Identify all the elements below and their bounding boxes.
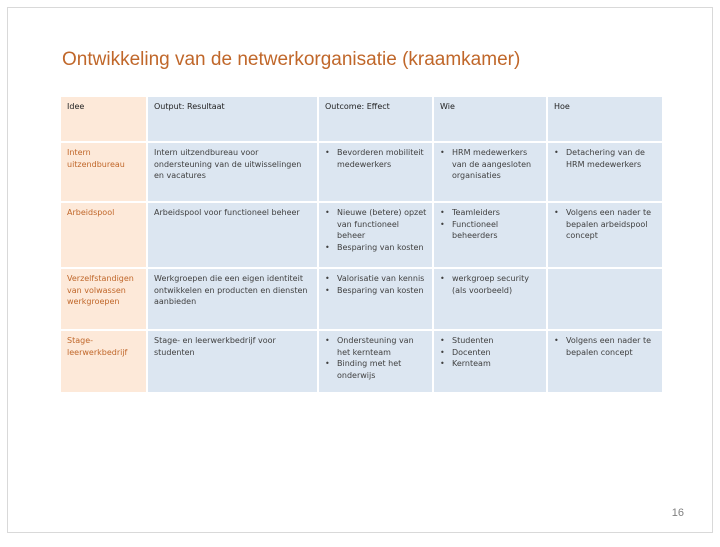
cell-wie xyxy=(433,268,547,330)
cell-outcome xyxy=(318,330,433,393)
cell-hoe xyxy=(547,330,662,393)
cell-wie xyxy=(433,330,547,393)
cell-output: Arbeidspool voor functioneel beheer xyxy=(147,202,318,268)
list-item: • Studenten xyxy=(440,335,542,347)
list-item: • Binding met het onderwijs xyxy=(325,358,428,381)
list-item: • Valorisatie van kennis xyxy=(325,273,428,285)
cell-outcome xyxy=(318,142,433,202)
cell-output: Stage- en leerwerkbedrijf voor studenten xyxy=(147,330,318,393)
list-item: • Teamleiders xyxy=(440,207,542,219)
table-row xyxy=(61,268,662,330)
header-idee: Idee xyxy=(61,97,147,142)
header-output: Output: Resultaat xyxy=(147,97,318,142)
cell-outcome xyxy=(318,202,433,268)
slide-title: Ontwikkeling van de netwerkorganisatie (kraamkamer) xyxy=(62,49,521,70)
cell-wie xyxy=(433,202,547,268)
table-row xyxy=(61,330,662,393)
list-item: • Besparing van kosten xyxy=(325,242,428,254)
cell-output: Werkgroepen die een eigen identiteit ontwikkelen en producten en diensten aanbieden xyxy=(147,268,318,330)
table-header-row xyxy=(61,97,662,142)
cell-output: Intern uitzendbureau voor ondersteuning van de uitwisselingen en vacatures xyxy=(147,142,318,202)
list-item: • Functioneel beheerders xyxy=(440,219,542,242)
cell-wie xyxy=(433,142,547,202)
list-item: • Docenten xyxy=(440,347,542,359)
cell-idee: Stage- leerwerkbedrijf xyxy=(61,330,147,393)
header-outcome: Outcome: Effect xyxy=(318,97,433,142)
list-item: • Detachering van de HRM medewerkers xyxy=(554,147,658,170)
list-item: • HRM medewerkers van de aangesloten organisaties xyxy=(440,147,542,182)
slide xyxy=(7,7,713,533)
table-row xyxy=(61,142,662,202)
list-item: • Bevorderen mobiliteit medewerkers xyxy=(325,147,428,170)
header-wie: Wie xyxy=(433,97,547,142)
list-item: • Volgens een nader te bepalen arbeidspool concept xyxy=(554,207,658,242)
list-item: • Ondersteuning van het kernteam xyxy=(325,335,428,358)
cell-idee: Arbeidspool xyxy=(61,202,147,268)
cell-idee: Verzelfstandigen van volwassen werkgroepen xyxy=(61,268,147,330)
page-number: 16 xyxy=(671,507,684,519)
cell-idee: Intern uitzendbureau xyxy=(61,142,147,202)
cell-hoe xyxy=(547,142,662,202)
list-item: • Besparing van kosten xyxy=(325,285,428,297)
header-hoe: Hoe xyxy=(547,97,662,142)
list-item: • Nieuwe (betere) opzet van functioneel beheer xyxy=(325,207,428,242)
cell-hoe xyxy=(547,202,662,268)
list-item: • Volgens een nader te bepalen concept xyxy=(554,335,658,358)
idea-table xyxy=(61,97,662,394)
cell-outcome xyxy=(318,268,433,330)
list-item: • werkgroep security (als voorbeeld) xyxy=(440,273,542,296)
list-item: • Kernteam xyxy=(440,358,542,370)
table-row xyxy=(61,202,662,268)
cell-hoe xyxy=(547,268,662,330)
